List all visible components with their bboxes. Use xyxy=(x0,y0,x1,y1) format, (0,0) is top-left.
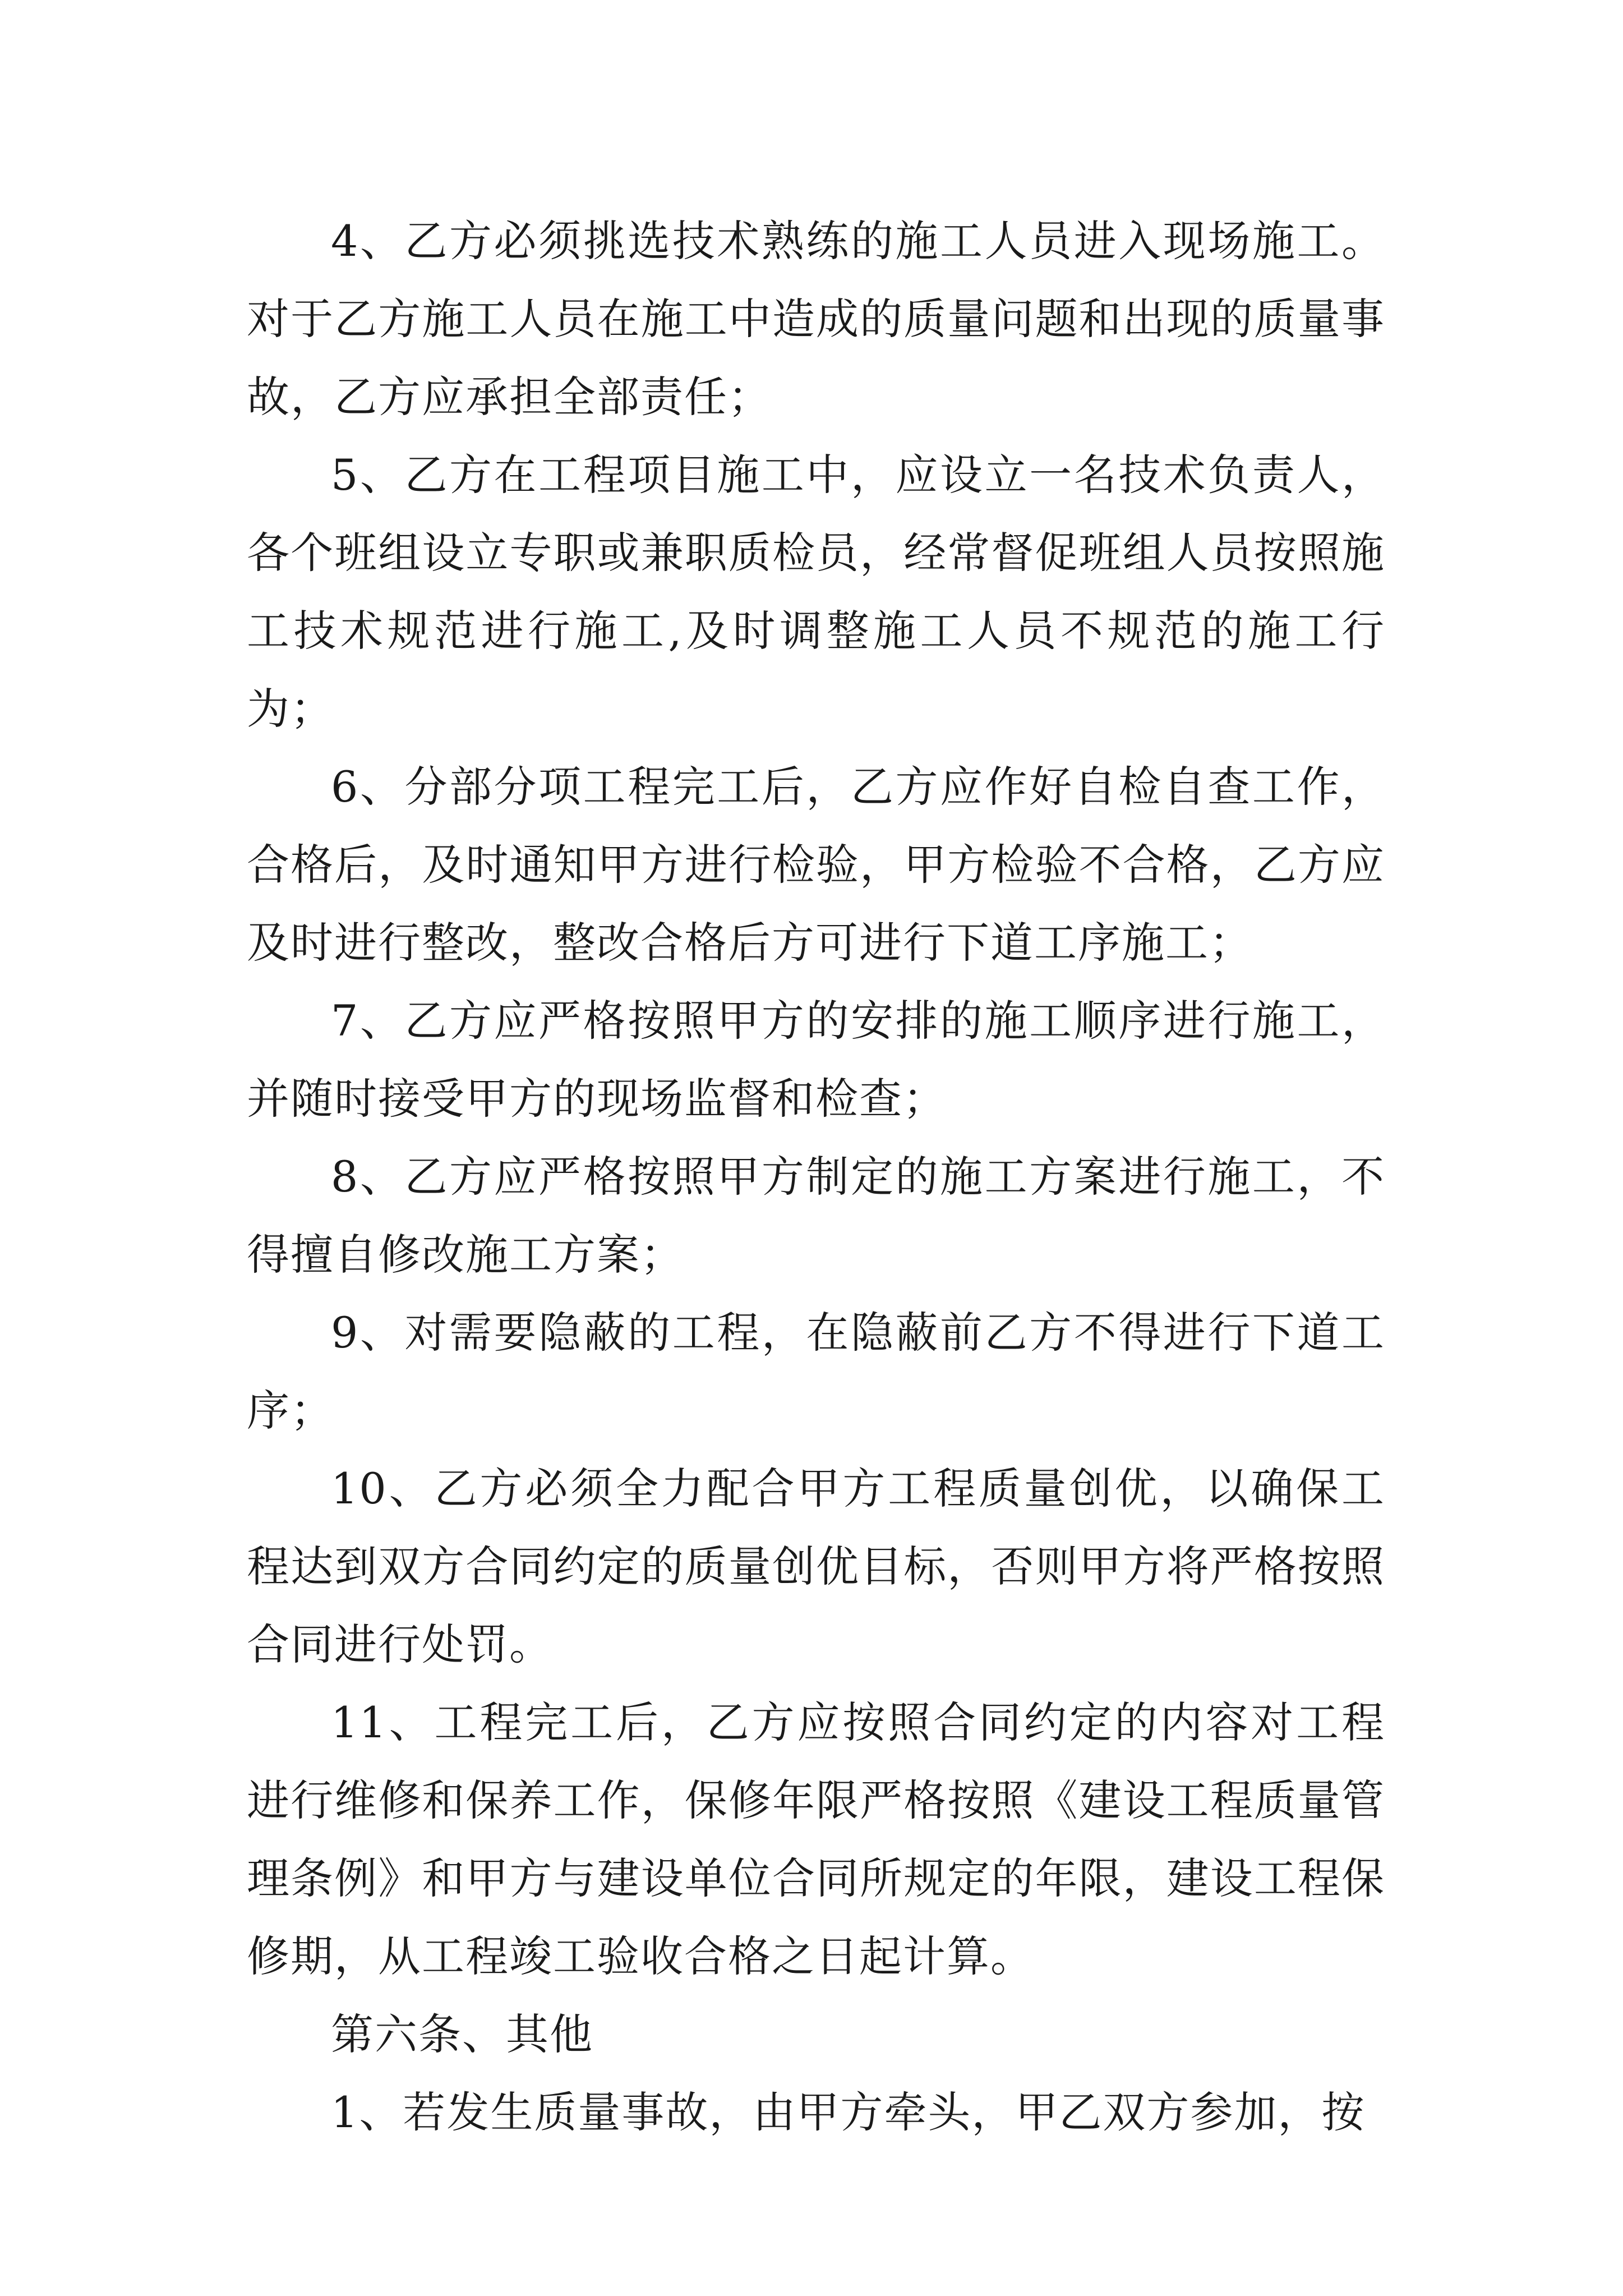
clause-4-paragraph: 4、乙方必须挑选技术熟练的施工人员进入现场施工。对于乙方施工人员在施工中造成的质量问题和出现的质量事故，乙方应承担全部责任； xyxy=(247,216,1385,422)
clause-8-paragraph: 8、乙方应严格按照甲方制定的施工方案进行施工，不得擅自修改施工方案； xyxy=(247,1152,1385,1280)
clause-10-paragraph: 10、乙方必须全力配合甲方工程质量创优，以确保工程达到双方合同约定的质量创优目标，否则甲方将严格按照合同进行处罚。 xyxy=(247,1464,1385,1669)
article-6-clause-1-paragraph: 1、若发生质量事故，由甲方牵头，甲乙双方参加，按 xyxy=(331,2087,1366,2137)
clause-11-paragraph: 11、工程完工后，乙方应按照合同约定的内容对工程进行维修和保养工作，保修年限严格按照《建设工程质量管理条例》和甲方与建设单位合同所规定的年限，建设工程保修期，从工程竣工验收合格之日起计算。 xyxy=(247,1697,1385,1981)
document-body xyxy=(247,202,1385,2151)
clause-7-paragraph: 7、乙方应严格按照甲方的安排的施工顺序进行施工，并随时接受甲方的现场监督和检查； xyxy=(247,996,1385,1124)
clause-6-paragraph: 6、分部分项工程完工后，乙方应作好自检自查工作，合格后，及时通知甲方进行检验，甲方检验不合格，乙方应及时进行整改，整改合格后方可进行下道工序施工； xyxy=(247,762,1385,968)
clause-5-paragraph: 5、乙方在工程项目施工中，应设立一名技术负责人，各个班组设立专职或兼职质检员，经常督促班组人员按照施工技术规范进行施工,及时调整施工人员不规范的施工行为； xyxy=(247,450,1385,734)
clause-9-paragraph: 9、对需要隐蔽的工程，在隐蔽前乙方不得进行下道工序； xyxy=(247,1308,1385,1435)
article-6-heading: 第六条、其他 xyxy=(331,2009,593,2059)
